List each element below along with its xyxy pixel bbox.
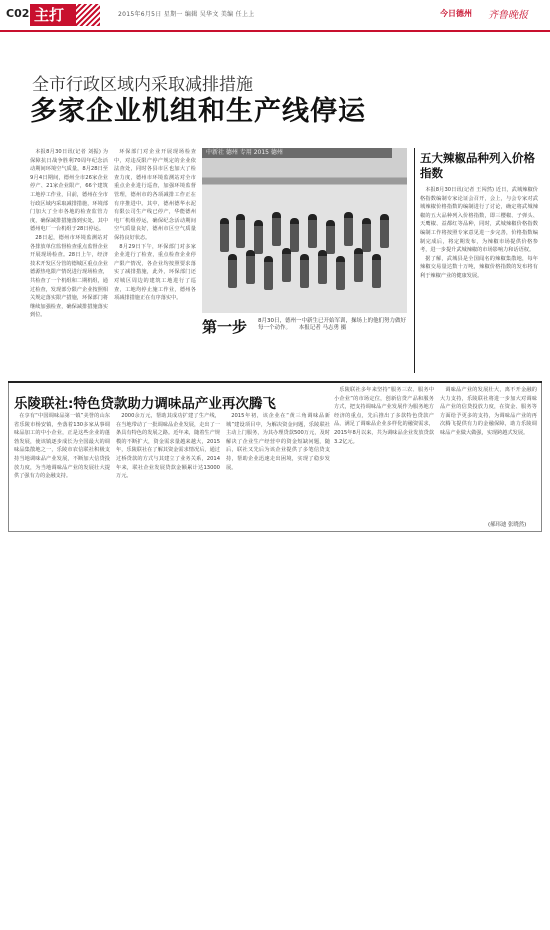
figure-shape xyxy=(236,214,245,248)
figure-shape xyxy=(372,254,381,288)
figure-shape xyxy=(326,220,335,254)
paragraph: 28日起，德州市环境监测站对各排放单位监督检查重点监督企业开展现场检查。28日上午，经济技术开发区分管的德城区重点企业德源热电限产情况进行现场检查，共检查了一个机组和二期机组，通过检查，发现部分限产企业按照相关规定落实限产措施，环保部门将继续加强检查，确保减排措施落实到位。 xyxy=(30,234,108,319)
figure-shape xyxy=(318,250,327,284)
sidebar-headline: 五大辣椒品种列入价格指数 xyxy=(420,151,535,180)
photo-banner: 中新社 德州 专用 2015 德州 xyxy=(202,148,392,158)
paragraph: 环保部门对企业开展现场检查中，对违反限产停产规定的企业依法查处，同时各县市区也加大了检查力度，德州市环境监测站对全市重点企业进行巡查，加强环境监督管理，德州市的各项减排工作正在有序推进中。其中，德州德华水泥有限公司生产线已停产，华能德州电厂机组停运，确保纪念活动期间空气质量良好，德州市区空气质量保持良好状态。 xyxy=(114,149,196,241)
figure-shape xyxy=(220,218,229,252)
sidebar-body xyxy=(420,186,538,373)
figure-shape xyxy=(282,248,291,282)
figure-shape xyxy=(344,212,353,246)
paragraph: 2015年初，该企业在“黄三角调味品新城”建设项目中，为解决资金问题，乐陵联社主动上门服务，为其办理贷款500万元，及时解决了企业生产经营中的资金短缺问题，随后，联社又先后为该企业提供了多笔信贷支持，帮助企业迅速走出困境，实现了稳步发展。 xyxy=(226,413,330,471)
paragraph: 本报8月30日讯(记者 王闯然) 近日，武城辣椒价格指数编制专家论证会召开，会上，与会专家对武城辣椒价格指数的编制进行了讨论，确定将武城辣椒的五大品种列入价格指数，即三樱椒、子弹头、天鹰椒、益都红等品种，同时，武城辣椒价格指数编制工作将按照专家意见进一步完善，价格指数编制完成后，将定期发布，为辣椒市场提供价格参考，进一步提升武城辣椒的市场影响力和话语权。 xyxy=(420,187,538,254)
brand-name: 今日德州 xyxy=(440,9,472,18)
top-story-kicker: 全市行政区域内采取减排措施 xyxy=(32,75,253,95)
paragraph: 据了解，武城县是全国闻名的辣椒集散地，每年辣椒交易量达数十万吨，辣椒价格指数的发布将有利于辣椒产业的健康发展。 xyxy=(420,255,538,279)
paragraph: 调味品产业的发展壮大，离不开金融的大力支持，乐陵联社将进一步加大对调味品产业的信贷投放力度，在资金、服务等方面给予更多的支持，为调味品产业的再次腾飞提供有力的金融保障，助力乐陵调味品产业做大做强，实现跨越式发展。 xyxy=(440,387,537,436)
box-bottom-border xyxy=(8,531,542,532)
paragraph: 本报8月30日讯(记者 刘振) 为保障抗日战争胜利70周年纪念活动期间环境空气质量，8月28日至9月4日期间，德州全市26家企业停产、21家企业限产，66个建筑工地停工作业，目前，德州在全市行政区域内采取减排措施，环境部门加大了全市各地的检查监管力度，确保减排措施落到实处。其中德州电厂一台机组于28日停运。 xyxy=(30,149,108,233)
photo-caption xyxy=(258,318,408,332)
box-left-border xyxy=(8,383,9,532)
figure-shape xyxy=(354,248,363,282)
box-right-border xyxy=(541,383,542,532)
lower-story-column-4 xyxy=(334,386,434,526)
lower-story-column-2 xyxy=(116,412,220,526)
figure-shape xyxy=(290,218,299,252)
top-story-column-2 xyxy=(114,148,196,374)
figure-shape xyxy=(308,214,317,248)
news-photo xyxy=(202,148,407,313)
figure-shape xyxy=(362,218,371,252)
section-divider xyxy=(8,381,542,383)
figure-shape xyxy=(336,256,345,290)
page-number: C02 xyxy=(6,7,30,20)
lower-story-column-3 xyxy=(226,412,330,526)
lower-story-headline: 乐陵联社:特色贷款助力调味品产业再次腾飞 xyxy=(14,396,276,412)
paragraph: 在享有“中国调味品第一镇”美誉的山东省乐陵市杨安镇，坐落着130多家从事调味品加工的中小企业，正是这些企业的蓬勃发展，使该镇逐步成长为全国最大的调味品集散地之一，乐陵市农信联社积极支持当地调味品产业发展，不断加大信贷投放力度，为当地调味品产业的发展壮大提供了强有力的金融支持。 xyxy=(14,413,110,480)
brand-logo-script: 齐鲁晚报 xyxy=(488,10,528,21)
figure-shape xyxy=(246,250,255,284)
top-story-column-1 xyxy=(30,148,108,374)
figure-shape xyxy=(228,254,237,288)
caption-credit: 本报记者 马志勇 摄 xyxy=(298,325,347,331)
top-story-headline: 多家企业机组和生产线停运 xyxy=(30,96,366,127)
paragraph: 8月29日下午，环保部门对多家企业进行了检查，重点检查企业停产限产情况，各企业均按照要求落实了减排措施，此外，环保部门还对城区周边的建筑工地进行了巡查，工地均停止施工作业，德州各项减排措施正在有序落实中。 xyxy=(114,243,196,302)
figure-shape xyxy=(300,254,309,288)
figure-shape xyxy=(264,256,273,290)
figure-shape xyxy=(254,220,263,254)
caption-text: 8月30日，德州一中新生已开始军训，操场上的他们努力做好每一个动作。 xyxy=(258,318,406,331)
lower-story-column-5 xyxy=(440,386,537,518)
section-label: 主打 xyxy=(30,4,100,26)
issue-meta: 2015年6月5日 星期一 编辑 吴华文 美编 任上上 xyxy=(118,11,255,18)
lower-story-byline: (郝玮迪 张晓然) xyxy=(488,522,527,528)
paragraph: 乐陵联社多年来坚持“服务三农、服务中小企业”的市场定位，创新信贷产品和服务方式，把支持调味品产业发展作为服务地方经济的重点，先后推出了多款特色贷款产品，满足了调味品企业多样化的融资需求，2015年8月以来，共为调味品企业发放贷款3.2亿元。 xyxy=(334,387,434,445)
lower-story-column-1 xyxy=(14,412,110,526)
section-hatch-decoration xyxy=(76,4,100,26)
figure-shape xyxy=(380,214,389,248)
column-rule xyxy=(414,148,415,373)
figure-shape xyxy=(272,212,281,246)
paragraph: 2000余万元，帮助其成功扩建了生产线，在当地带动了一批调味品企业发展，走出了一条具有特色的发展之路。近年来，随着生产规模的不断扩大，资金需求量越来越大，2015年，乐陵联社在了解其资金需求情况后，通过过桥贷款的方式与其建立了业务关系，2014年来，联社企业发展贷款金额累计达13000万元。 xyxy=(116,413,220,480)
photo-title: 第一步 xyxy=(202,318,248,336)
